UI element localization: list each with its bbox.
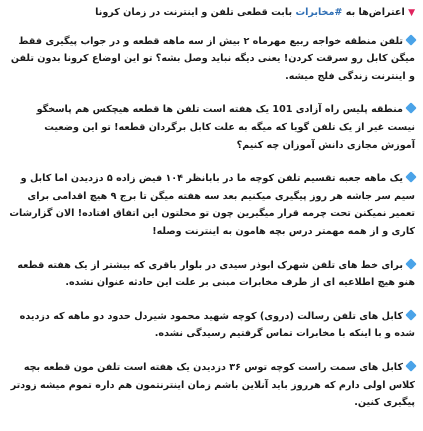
list-item	[8, 257, 415, 292]
red-triangle-down-icon: ▼	[408, 8, 415, 18]
item-text: کابل های تلفن رسالت (دروی) کوچه شهید محمود شیردل حدود دو ماهه که دزدیده شده و با اینکه با مخابرات تماس گرفتیم رسیدگی نشده.	[19, 310, 415, 340]
blue-diamond-icon	[405, 171, 416, 182]
list-item	[8, 33, 415, 86]
blue-diamond-icon	[405, 309, 416, 320]
list-item	[8, 170, 415, 240]
item-text: تلفن منطقه خواجه ربیع مهرماه ۲ بیش از سه ماهه قطعه و در جواب پیگیری فقط میگن کابل رو سرقت کردن! یعنی دیگه نباید وصل بشه؟ تو این اوضاع کرونا بدون تلفن و اینترنت زندگی فلج میشه.	[10, 35, 415, 82]
list-item	[8, 359, 415, 412]
blue-diamond-icon	[405, 34, 416, 45]
blue-diamond-icon	[405, 258, 416, 269]
list-item	[8, 101, 415, 154]
blue-diamond-icon	[405, 360, 416, 371]
item-text: برای خط های تلفن شهرک ابوذر سیدی در بلوار باقری که بیشتر از یک هفته قطعه هنو هیچ اطلاعیه ای از طرف مخابرات مبنی بر علت این حادثه عنوان نشده.	[17, 259, 415, 289]
post-title	[8, 4, 415, 23]
item-text: کابل های سمت راست کوچه توس ۳۶ دزدیدن یک هفته است تلفن مون قطعه بچه کلاس اولی دارم که هرروز باید آنلاین باشم زمان اینترنتمون هم داره تموم میشه زودتر پیگیری کنین.	[10, 361, 415, 409]
title-prefix: اعتراض‌ها به	[345, 7, 405, 18]
list-item	[8, 308, 415, 343]
blue-diamond-icon	[405, 103, 416, 114]
item-text: منطقه پلیس راه آزادی 101 یک هفته است تلفن ها قطعه هیچکس هم پاسخگو نیست غیر از یک تلفن گویا که میگه به علت کابل برگردان قطعه! تو این وضعیت آموزش مجازی دانش آموزان چه کنیم؟	[36, 104, 415, 151]
title-suffix: بابت قطعی تلفن و اینترنت در زمان کرونا	[95, 7, 293, 18]
hashtag-link[interactable]: #مخابرات	[295, 7, 343, 18]
item-text: یک ماهه جعبه تقسیم تلفن کوچه ما در بابانظر ۱۰۴ فیض زاده ۵ دزدیدن اما کابل و سیم سر جاشه هر روز پیگیری میکنیم بعد سه هفته میگن تا برج ۹ هیچ اقدامی برای تعمیر نمیکنن تحت چرمه قرار میگیرین چون تو محلتون این اتفاق افتاده! الان گزارشات کاری و از همه مهمتر درس بچه هامون به اینترنت وصله!	[9, 173, 415, 237]
